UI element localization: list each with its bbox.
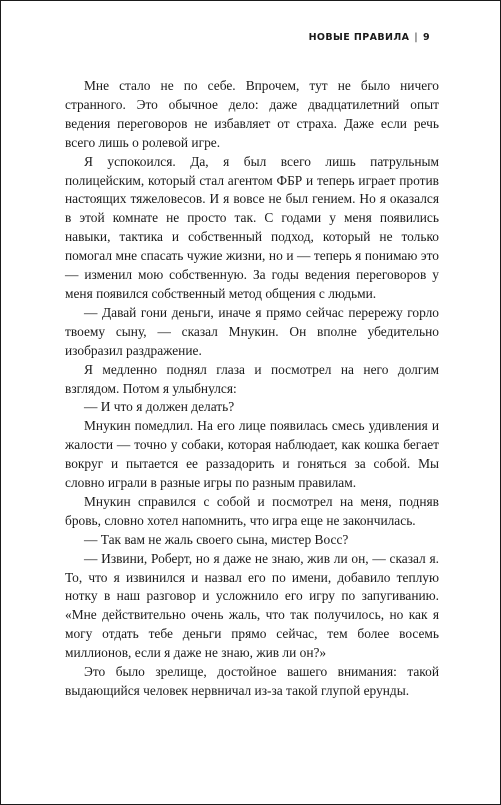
- header-separator: |: [414, 32, 418, 43]
- paragraph: Мне стало не по себе. Впрочем, тут не было ничего странного. Это обычное дело: даже двадцатилетний опыт ведения переговоров не избавляет от страха. Даже если речь всего лишь о ролевой игре.: [65, 78, 439, 150]
- paragraph: — Так вам не жаль своего сына, мистер Восс?: [84, 531, 349, 547]
- paragraph: — Извини, Роберт, но я даже не знаю, жив ли он, — сказал я. То, что я извинился и назвал его по имени, добавило теплую нотку в наш разговор и усложнило его игру по запугиванию. «Мне действительно очень жаль, что так получилось, но как я могу отдать тебе деньги прямо сейчас, тем более восемь миллионов, если я даже не знаю, жив ли он?»: [65, 550, 439, 661]
- paragraph: Мнукин помедлил. На его лице появилась смесь удивления и жалости — точно у собаки, которая наблюдает, как кошка бегает вокруг и пытается ее раззадорить и гоняться за собой. Мы словно играли в разные игры по разным правилам.: [65, 418, 439, 491]
- paragraph: — Давай гони деньги, иначе я прямо сейчас перережу горло твоему сыну, — сказал Мнукин. Он вполне убедительно изобразил раздражение.: [65, 304, 439, 358]
- running-header: [309, 32, 430, 43]
- paragraph: Я успокоился. Да, я был всего лишь патрульным полицейским, который стал агентом ФБР и теперь играет против настоящих тяжеловесов. И я вовсе не был гением. Но я оказался в этой комнате не просто так. С годами у меня появились навыки, тактика и собственный подход, который не только помогал мне спасать чужие жизни, но и — теперь я понимаю это — изменил мою собственную. За годы ведения переговоров у меня появился собственный метод общения с людьми.: [65, 153, 439, 301]
- paragraph: Мнукин справился с собой и посмотрел на меня, подняв бровь, словно хотел напомнить, что игра еще не закончилась.: [65, 493, 439, 528]
- body-text: [65, 77, 439, 701]
- page-number: 9: [422, 32, 430, 43]
- paragraph: Это было зрелище, достойное вашего внимания: такой выдающийся человек нервничал из-за такой глупой ерунды.: [65, 664, 439, 698]
- book-title: НОВЫЕ ПРАВИЛА: [308, 32, 410, 43]
- paragraph: Я медленно поднял глаза и посмотрел на него долгим взглядом. Потом я улыбнулся:: [65, 361, 439, 396]
- paragraph: — И что я должен делать?: [84, 399, 235, 415]
